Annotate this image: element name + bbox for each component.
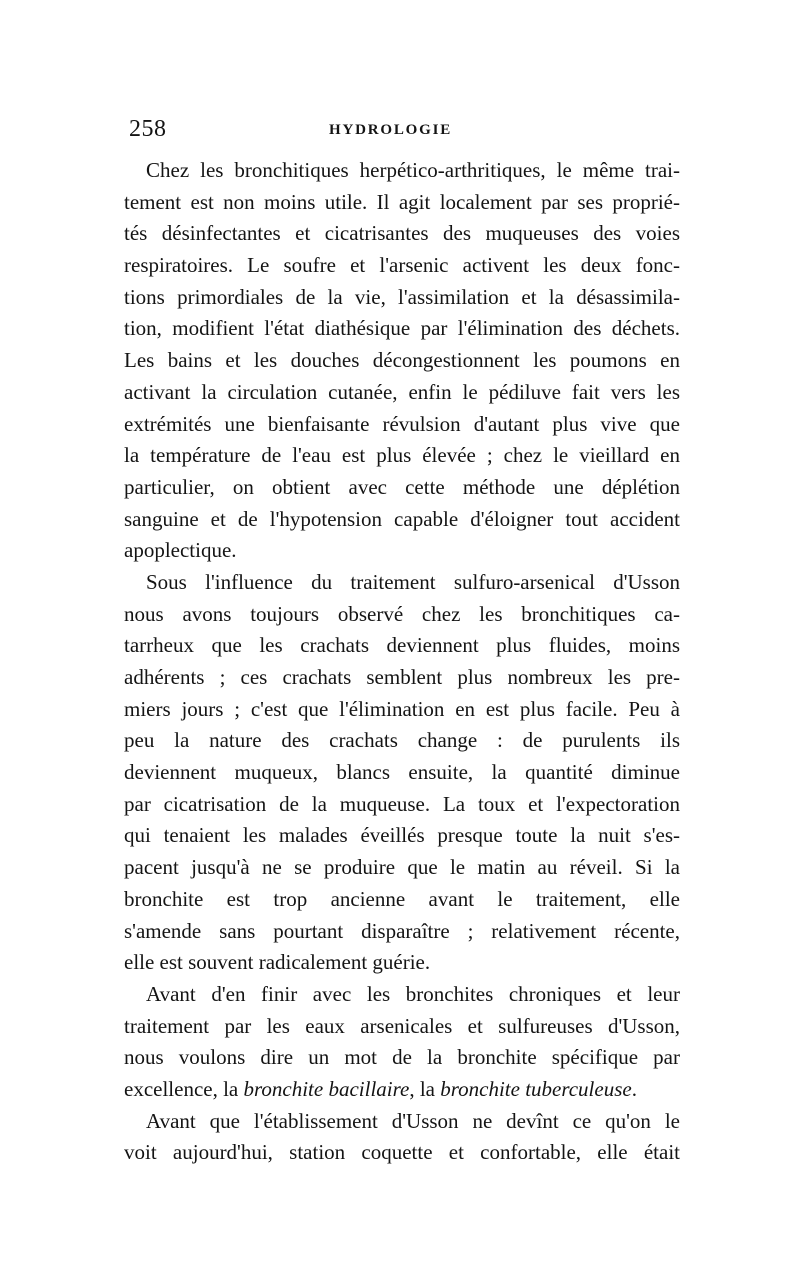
text-line: elle est souvent radicalement guérie. <box>124 950 431 975</box>
text-line: qui tenaient les malades éveillés presque toute la nuit s'es- <box>124 823 680 848</box>
text-line: particulier, on obtient avec cette méthode une déplétion <box>124 474 680 499</box>
text-line: apoplectique. <box>124 538 237 563</box>
text-line: tement est non moins utile. Il agit localement par ses proprié- <box>124 189 680 214</box>
text-line: Avant d'en finir avec les bronchites chroniques et leur <box>146 981 680 1006</box>
text-line: voit aujourd'hui, station coquette et confortable, elle était <box>124 1140 680 1165</box>
text-line: Chez les bronchitiques herpético-arthritiques, le même trai- <box>146 158 680 182</box>
text-line: nous voulons dire un mot de la bronchite spécifique par <box>124 1045 680 1070</box>
text-line: Les bains et les douches décongestionnent les poumons en <box>124 348 680 373</box>
text-line: deviennent muqueux, blancs ensuite, la quantité diminue <box>124 760 680 785</box>
text-line: pacent jusqu'à ne se produire que le matin au réveil. Si la <box>124 855 680 880</box>
running-title: HYDROLOGIE <box>329 122 453 138</box>
text-line-with-italics <box>124 1074 680 1106</box>
text-fragment: excellence, la <box>124 1076 244 1101</box>
text-line: par cicatrisation de la muqueuse. La toux et l'expectoration <box>124 791 680 816</box>
text-line: bronchite est trop ancienne avant le traitement, elle <box>124 886 680 911</box>
text-fragment: . <box>631 1076 637 1101</box>
text-line: traitement par les eaux arsenicales et sulfureuses d'Usson, <box>124 1013 680 1038</box>
running-head <box>129 116 681 146</box>
text-line: tés désinfectantes et cicatrisantes des muqueuses des voies <box>124 221 680 246</box>
text-line: adhérents ; ces crachats semblent plus nombreux les pre- <box>124 665 680 689</box>
text-line: activant la circulation cutanée, enfin le pédiluve fait vers les <box>124 379 680 404</box>
text-line: tion, modifient l'état diathésique par l'élimination des déchets. <box>124 316 680 341</box>
text-line: respiratoires. Le soufre et l'arsenic activent les deux fonc- <box>124 253 680 278</box>
text-line: extrémités une bienfaisante révulsion d'autant plus vive que <box>124 411 680 436</box>
text-line: s'amende sans pourtant disparaître ; relativement récente, <box>124 918 680 943</box>
text-line: tarrheux que les crachats deviennent plus fluides, moins <box>124 633 680 658</box>
text-line: miers jours ; c'est que l'élimination en est plus facile. Peu à <box>124 696 680 721</box>
text-line: tions primordiales de la vie, l'assimilation et la désassimila- <box>124 284 680 309</box>
text-line: nous avons toujours observé chez les bronchitiques ca- <box>124 601 680 626</box>
text-line: Avant que l'établissement d'Usson ne devînt ce qu'on le <box>146 1108 680 1133</box>
text-line: sanguine et de l'hypotension capable d'éloigner tout accident <box>124 506 680 531</box>
text-line: Sous l'influence du traitement sulfuro-arsenical d'Usson <box>146 569 680 594</box>
text-line: la température de l'eau est plus élevée ; chez le vieillard en <box>124 443 680 468</box>
italic-term: bronchite tuberculeuse <box>440 1076 632 1101</box>
body-text <box>124 155 680 1169</box>
text-line: peu la nature des crachats change : de purulents ils <box>124 728 680 753</box>
italic-term: bronchite bacillaire <box>243 1076 410 1101</box>
text-fragment: , la <box>409 1076 441 1101</box>
page-number: 258 <box>129 116 167 142</box>
